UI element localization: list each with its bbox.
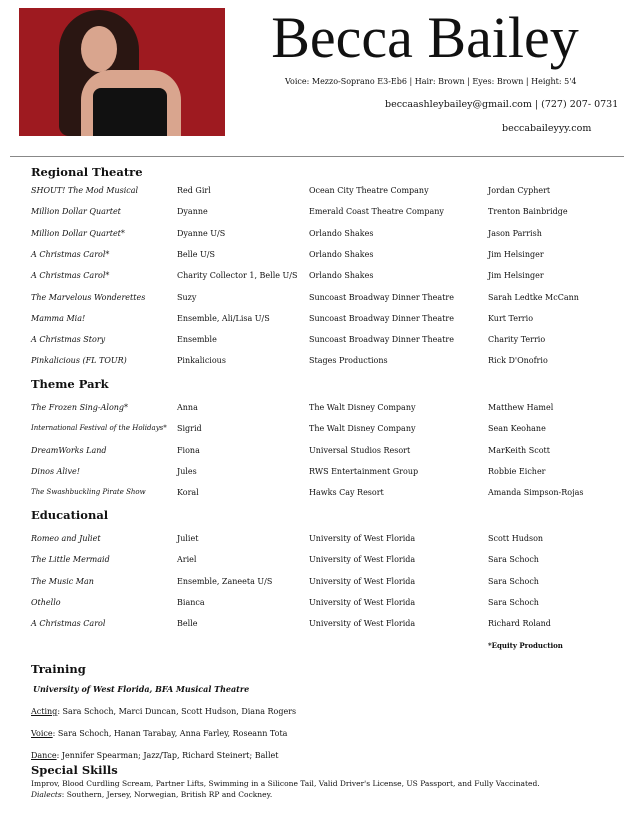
- role: Jules: [177, 466, 197, 476]
- credit-row: [31, 598, 611, 612]
- credit-row: [31, 577, 611, 591]
- contact-line: beccaashleybailey@gmail.com | (727) 207- 0731: [385, 99, 619, 110]
- show-title: The Frozen Sing-Along*: [31, 403, 129, 412]
- role: Bianca: [177, 597, 205, 607]
- credit-row: [31, 488, 611, 502]
- role: Ensemble: [177, 335, 217, 345]
- role: Ariel: [177, 555, 197, 565]
- training-heading: Training: [31, 662, 86, 676]
- show-title: Pinkalicious (FL TOUR): [31, 356, 127, 366]
- director: Robbie Eicher: [488, 466, 546, 476]
- credit-row: [31, 555, 611, 569]
- company: RWS Entertainment Group: [309, 466, 419, 476]
- role: Ensemble, Ali/Lisa U/S: [177, 313, 270, 323]
- director: Rick D'Onofrio: [488, 356, 548, 366]
- company: Suncoast Broadway Dinner Theatre: [309, 335, 454, 345]
- role: Pinkalicious: [177, 356, 226, 366]
- training-acting: Acting: Sara Schoch, Marci Duncan, Scott Hudson, Diana Rogers: [31, 707, 297, 716]
- role: Koral: [177, 488, 199, 498]
- show-title: The Marvelous Wonderettes: [31, 292, 146, 302]
- role: Red Girl: [177, 186, 211, 195]
- director: Sara Schoch: [488, 597, 539, 607]
- company: Orlando Shakes: [309, 249, 374, 259]
- company: Orlando Shakes: [309, 228, 374, 238]
- credit-row: [31, 424, 611, 438]
- company: The Walt Disney Company: [309, 424, 416, 434]
- show-title: Million Dollar Quartet*: [31, 228, 125, 238]
- credit-row: [31, 356, 611, 370]
- show-title: Million Dollar Quartet: [31, 207, 121, 217]
- show-title: Romeo and Juliet: [31, 534, 101, 543]
- director: Jason Parrish: [488, 228, 542, 238]
- credit-row: [31, 229, 611, 243]
- role: Dyanne U/S: [177, 228, 226, 238]
- director: Jim Helsinger: [488, 271, 544, 281]
- role: Belle: [177, 619, 198, 629]
- section-heading: Educational: [31, 508, 109, 522]
- role: Suzy: [177, 292, 197, 302]
- company: Universal Studios Resort: [309, 445, 411, 455]
- show-title: A Christmas Carol*: [31, 271, 110, 281]
- credit-row: [31, 446, 611, 460]
- credit-row: [31, 207, 611, 221]
- section-heading: Regional Theatre: [31, 165, 143, 179]
- company: University of West Florida: [309, 555, 416, 565]
- director: Jim Helsinger: [488, 249, 544, 259]
- website-link[interactable]: beccabaileyyy.com: [502, 123, 592, 134]
- show-title: SHOUT! The Mod Musical: [31, 186, 139, 195]
- company: Stages Productions: [309, 356, 388, 366]
- skills-heading: Special Skills: [31, 763, 118, 777]
- role: Sigrid: [177, 424, 202, 434]
- director: Sean Keohane: [488, 424, 546, 434]
- credit-row: [31, 186, 611, 200]
- role: Dyanne: [177, 207, 208, 217]
- company: Ocean City Theatre Company: [309, 186, 429, 195]
- company: Emerald Coast Theatre Company: [309, 207, 444, 217]
- show-title: Othello: [31, 597, 61, 607]
- company: University of West Florida: [309, 576, 416, 586]
- role: Belle U/S: [177, 249, 215, 259]
- credit-row: [31, 403, 611, 417]
- credit-row: [31, 534, 611, 548]
- director: Scott Hudson: [488, 534, 544, 543]
- show-title: The Music Man: [31, 576, 94, 586]
- director: Sara Schoch: [488, 576, 539, 586]
- role: Fiona: [177, 445, 200, 455]
- show-title: The Little Mermaid: [31, 555, 110, 565]
- equity-note: *Equity Production: [488, 641, 563, 650]
- credit-row: [31, 271, 611, 285]
- dialects: Dialects: Southern, Jersey, Norwegian, British RP and Cockney.: [31, 790, 273, 799]
- stats-line: Voice: Mezzo-Soprano E3-Eb6 | Hair: Brown | Eyes: Brown | Height: 5'4: [285, 77, 577, 86]
- director: Charity Terrio: [488, 335, 546, 345]
- company: Orlando Shakes: [309, 271, 374, 281]
- role: Juliet: [177, 534, 199, 543]
- company: Hawks Cay Resort: [309, 488, 384, 498]
- director: Amanda Simpson-Rojas: [488, 488, 584, 498]
- role: Anna: [177, 403, 198, 412]
- show-title: DreamWorks Land: [31, 445, 107, 455]
- director: MarKeith Scott: [488, 445, 550, 455]
- credit-row: [31, 314, 611, 328]
- credit-row: [31, 293, 611, 307]
- company: Suncoast Broadway Dinner Theatre: [309, 292, 454, 302]
- role: Charity Collector 1, Belle U/S: [177, 271, 298, 281]
- actor-name: Becca Bailey: [271, 5, 579, 70]
- headshot-photo: [19, 8, 225, 136]
- training-voice: Voice: Sara Schoch, Hanan Tarabay, Anna Farley, Roseann Tota: [31, 729, 288, 738]
- director: Sarah Ledtke McCann: [488, 292, 579, 302]
- show-title: Dinos Alive!: [31, 466, 80, 476]
- director: Matthew Hamel: [488, 403, 554, 412]
- company: University of West Florida: [309, 597, 416, 607]
- company: University of West Florida: [309, 534, 416, 543]
- show-title: A Christmas Carol*: [31, 249, 110, 259]
- director: Sara Schoch: [488, 555, 539, 565]
- credit-row: [31, 619, 611, 633]
- credit-row: [31, 335, 611, 349]
- show-title: A Christmas Story: [31, 335, 106, 345]
- director: Jordan Cyphert: [488, 186, 551, 195]
- training-school: University of West Florida, BFA Musical Theatre: [33, 684, 250, 694]
- role: Ensemble, Zaneeta U/S: [177, 576, 273, 586]
- show-title: A Christmas Carol: [31, 619, 106, 629]
- training-dance: Dance: Jennifer Spearman; Jazz/Tap, Richard Steinert; Ballet: [31, 751, 279, 760]
- divider: [10, 156, 624, 157]
- skills-text: Improv, Blood Curdling Scream, Partner Lifts, Swimming in a Silicone Tail, Valid Driver's License, US Passport, and Fully Vaccinated.: [31, 779, 540, 788]
- section-heading: Theme Park: [31, 377, 109, 391]
- director: Richard Roland: [488, 619, 551, 629]
- company: The Walt Disney Company: [309, 403, 416, 412]
- credit-row: [31, 467, 611, 481]
- company: Suncoast Broadway Dinner Theatre: [309, 313, 454, 323]
- show-title: International Festival of the Holidays*: [31, 424, 167, 433]
- director: Kurt Terrio: [488, 313, 534, 323]
- credit-row: [31, 250, 611, 264]
- company: University of West Florida: [309, 619, 416, 629]
- director: Trenton Bainbridge: [488, 207, 568, 217]
- show-title: The Swashbuckling Pirate Show: [31, 488, 146, 497]
- show-title: Mamma Mia!: [31, 313, 86, 323]
